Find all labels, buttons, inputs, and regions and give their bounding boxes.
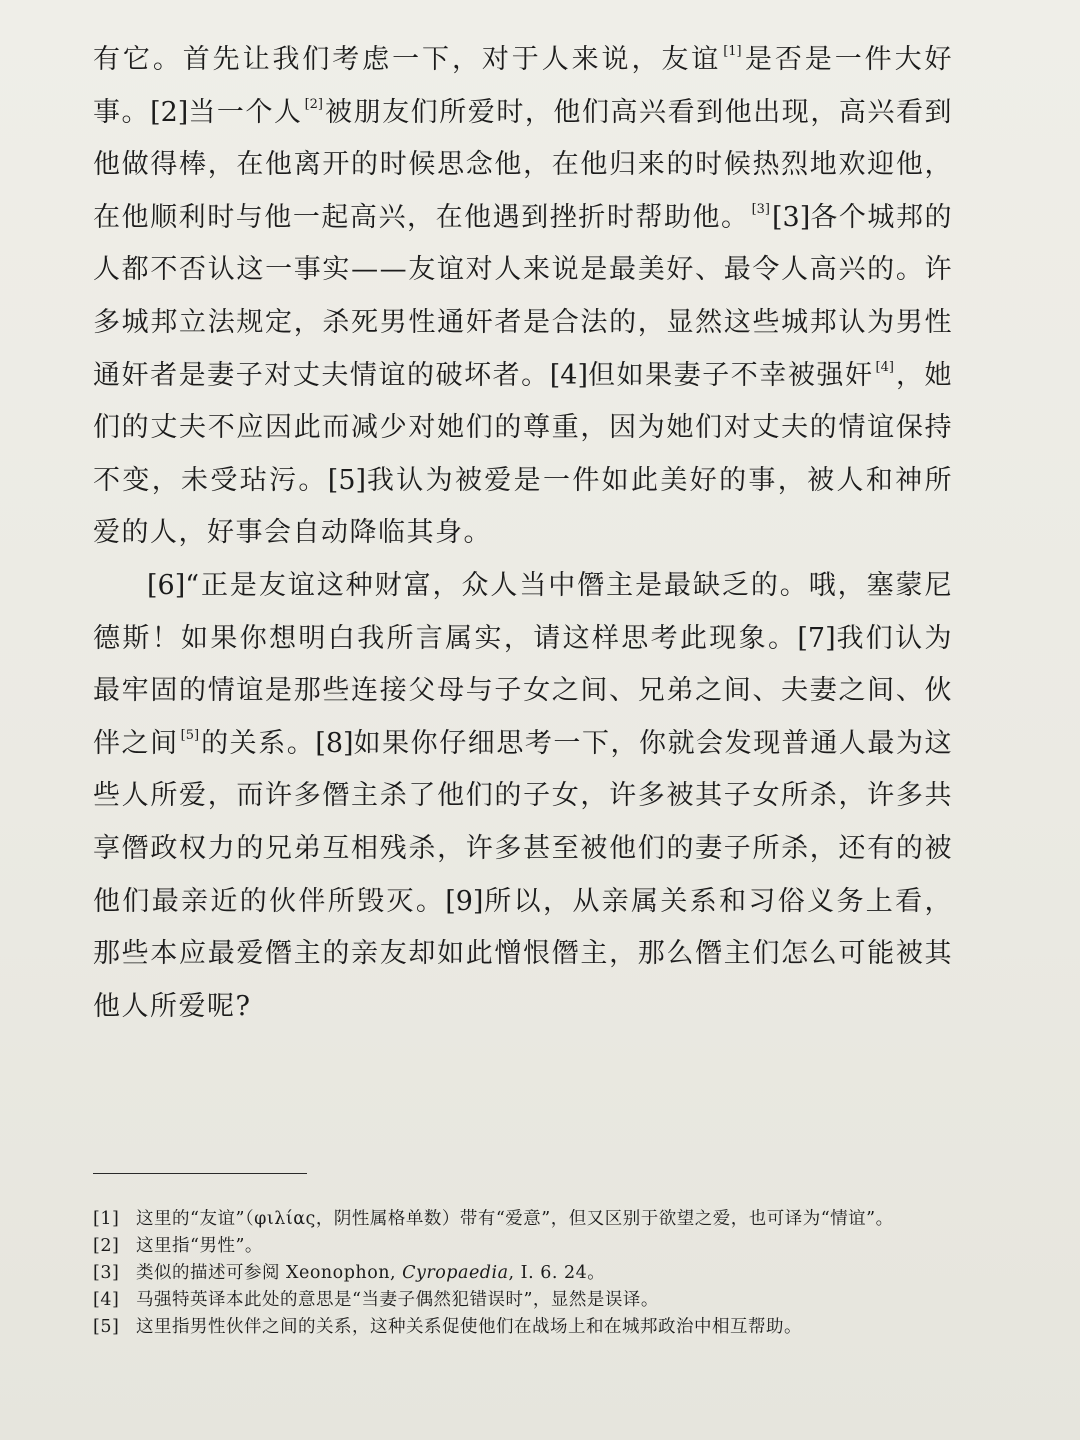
footnote-text: 这里的“友谊”（φιλίας，阴性属格单数）带有“爱意”，但又区别于欲望之爱，也可译为“情谊”。 [136,1209,894,1229]
section-marker-7: [7] [797,622,836,654]
footnotes [93,1206,953,1341]
text-span: 各个城邦的人都不否认这一事实——友谊对人来说是最美好、最令人高兴的。许多城邦立法规定，杀死男性通奸者是合法的，显然这些城邦认为男性通奸者是妻子对丈夫情谊的破坏者。 [93,201,954,391]
footnote-ref-1: [1] [723,44,742,59]
footnote-text: 这里指男性伙伴之间的关系，这种关系促使他们在战场上和在城邦政治中相互帮助。 [136,1317,802,1337]
text-span: 所以，从亲属关系和习俗义务上看，那些本应最爱僭主的亲友却如此憎恨僭主，那么僭主们怎么可能被其他人所爱呢? [93,885,954,1022]
footnote-1 [93,1206,953,1233]
footnote-marker: [2] [93,1236,120,1256]
section-marker-5: [5] [327,464,367,496]
footnote-text: 马强特英译本此处的意思是“当妻子偶然犯错误时”，显然是误译。 [136,1290,659,1310]
footnote-text-part: 类似的描述可参阅 Xeonophon, [136,1263,403,1283]
section-marker-9: [9] [445,885,484,917]
text-span: 被朋友们所爱时，他们高兴看到他出现，高兴看到他做得棒，在他离开的时候思念他，在他归来的时候热烈地欢迎他，在他顺利时与他一起高兴，在他遇到挫折时帮助他。 [93,96,954,233]
footnote-marker: [1] [93,1209,120,1229]
footnote-text [136,1260,953,1287]
footnote-ref-4: [4] [875,359,894,375]
footnote-ref-3: [3] [751,201,771,217]
text-span: 但如果妻子不幸被强奸 [587,359,874,391]
section-marker-8: [8] [315,727,354,759]
text-span: 有它。首先让我们考虑一下，对于人来说，友谊 [93,44,722,75]
paragraph-2 [93,560,953,1033]
footnote-text-part: , I. 6. 24。 [508,1263,606,1283]
footnote-3 [93,1260,953,1287]
main-text [93,34,953,1033]
book-title: Cyropaedia [402,1263,509,1283]
text-span: 的关系。 [201,727,316,759]
footnote-marker: [4] [93,1290,120,1310]
footnote-ref-2: [2] [304,96,323,112]
section-marker-4: [4] [549,359,588,391]
text-span: 当一个人 [188,96,303,128]
text-span: “正是友谊这种财富，众人当中僭主是最缺乏的。哦，塞蒙尼德斯！如果你想明白我所言属实，请这样思考此现象。 [93,569,953,654]
footnote-divider [93,1173,307,1174]
section-marker-6: [6] [147,569,186,601]
text-span: ，她们的丈夫不应因此而减少对她们的尊重，因为她们对丈夫的情谊保持不变，未受玷污。 [93,359,954,496]
footnote-2 [93,1233,953,1260]
footnote-ref-5: [5] [180,727,200,743]
footnote-5 [93,1314,953,1341]
paragraph-1 [93,34,953,560]
footnote-4 [93,1287,953,1314]
text-span: 我们认为最牢固的情谊是那些连接父母与子女之间、兄弟之间、夫妻之间、伙伴之间 [93,622,954,759]
section-marker-3: [3] [772,201,811,233]
text-span: 是否是一件大好事。 [93,44,954,128]
footnote-marker: [3] [93,1263,120,1283]
footnote-marker: [5] [93,1317,120,1337]
footnote-text: 这里指“男性”。 [136,1236,263,1256]
section-marker-2: [2] [150,96,189,128]
text-span: 如果你仔细思考一下，你就会发现普通人最为这些人所爱，而许多僭主杀了他们的子女，许多被其子女所杀，许多共享僭政权力的兄弟互相残杀，许多甚至被他们的妻子所杀，还有的被他们最亲近的伙伴所毁灭。 [93,727,954,917]
text-span: 我认为被爱是一件如此美好的事，被人和神所爱的人，好事会自动降临其身。 [93,464,954,549]
